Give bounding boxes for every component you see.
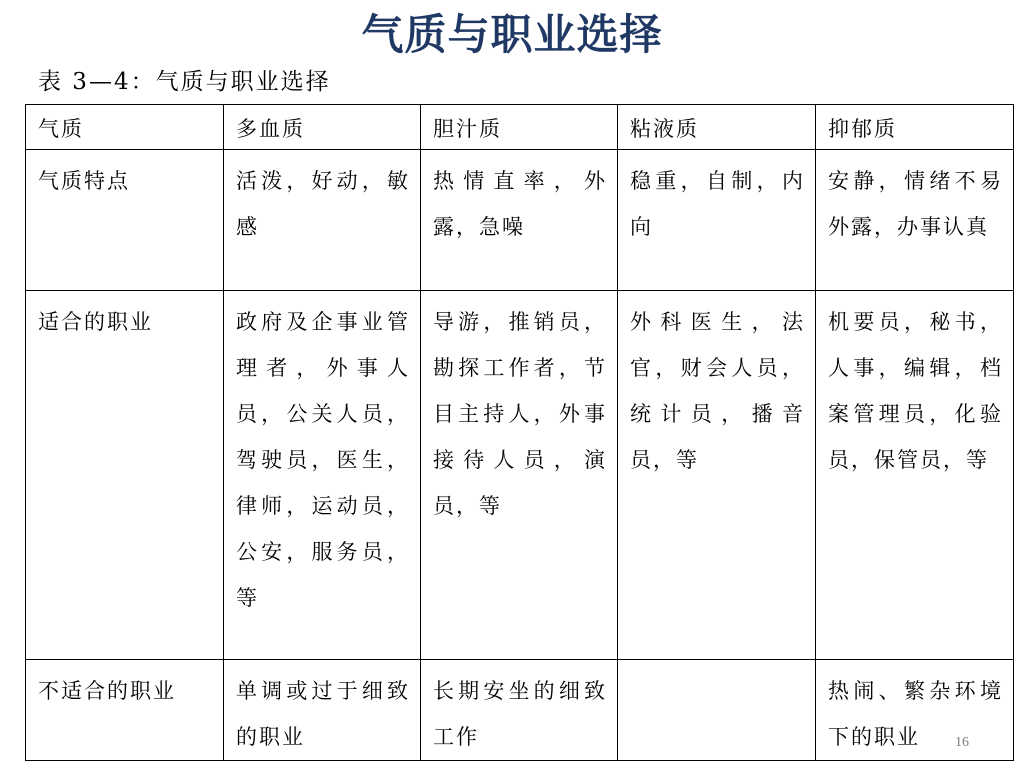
table-cell: 热情直率，外露，急噪 — [421, 150, 618, 291]
row-label-traits: 气质特点 — [26, 150, 224, 291]
table-header-row — [26, 105, 1014, 150]
table-row — [26, 150, 1014, 291]
header-cell-melancholic: 抑郁质 — [816, 105, 1014, 150]
header-cell-temperament: 气质 — [26, 105, 224, 150]
table-cell: 安静，情绪不易外露，办事认真 — [816, 150, 1014, 291]
table-row — [26, 660, 1014, 761]
row-label-suitable: 适合的职业 — [26, 291, 224, 660]
table-cell: 政府及企事业管理者，外事人员，公关人员，驾驶员，医生，律师，运动员，公安，服务员，等 — [224, 291, 421, 660]
table-cell: 机要员，秘书，人事，编辑，档案管理员，化验员，保管员，等 — [816, 291, 1014, 660]
slide-title: 气质与职业选择 — [361, 10, 663, 59]
header-cell-choleric: 胆汁质 — [421, 105, 618, 150]
table-caption: 表 3—4：气质与职业选择 — [38, 69, 331, 95]
table-cell: 活泼，好动，敏感 — [224, 150, 421, 291]
table-cell: 稳重，自制，内向 — [618, 150, 816, 291]
table-cell: 热闹、繁杂环境下的职业 — [816, 660, 1014, 761]
page-number: 16 — [955, 735, 969, 750]
table-cell: 长期安坐的细致工作 — [421, 660, 618, 761]
table-cell: 外科医生，法官，财会人员，统计员，播音员，等 — [618, 291, 816, 660]
table-cell: 导游，推销员，勘探工作者，节目主持人，外事接待人员，演员，等 — [421, 291, 618, 660]
table-cell: 单调或过于细致的职业 — [224, 660, 421, 761]
table-row — [26, 291, 1014, 660]
header-cell-sanguine: 多血质 — [224, 105, 421, 150]
row-label-unsuitable: 不适合的职业 — [26, 660, 224, 761]
temperament-career-table — [25, 104, 1014, 761]
table-cell — [618, 660, 816, 761]
header-cell-phlegmatic: 粘液质 — [618, 105, 816, 150]
